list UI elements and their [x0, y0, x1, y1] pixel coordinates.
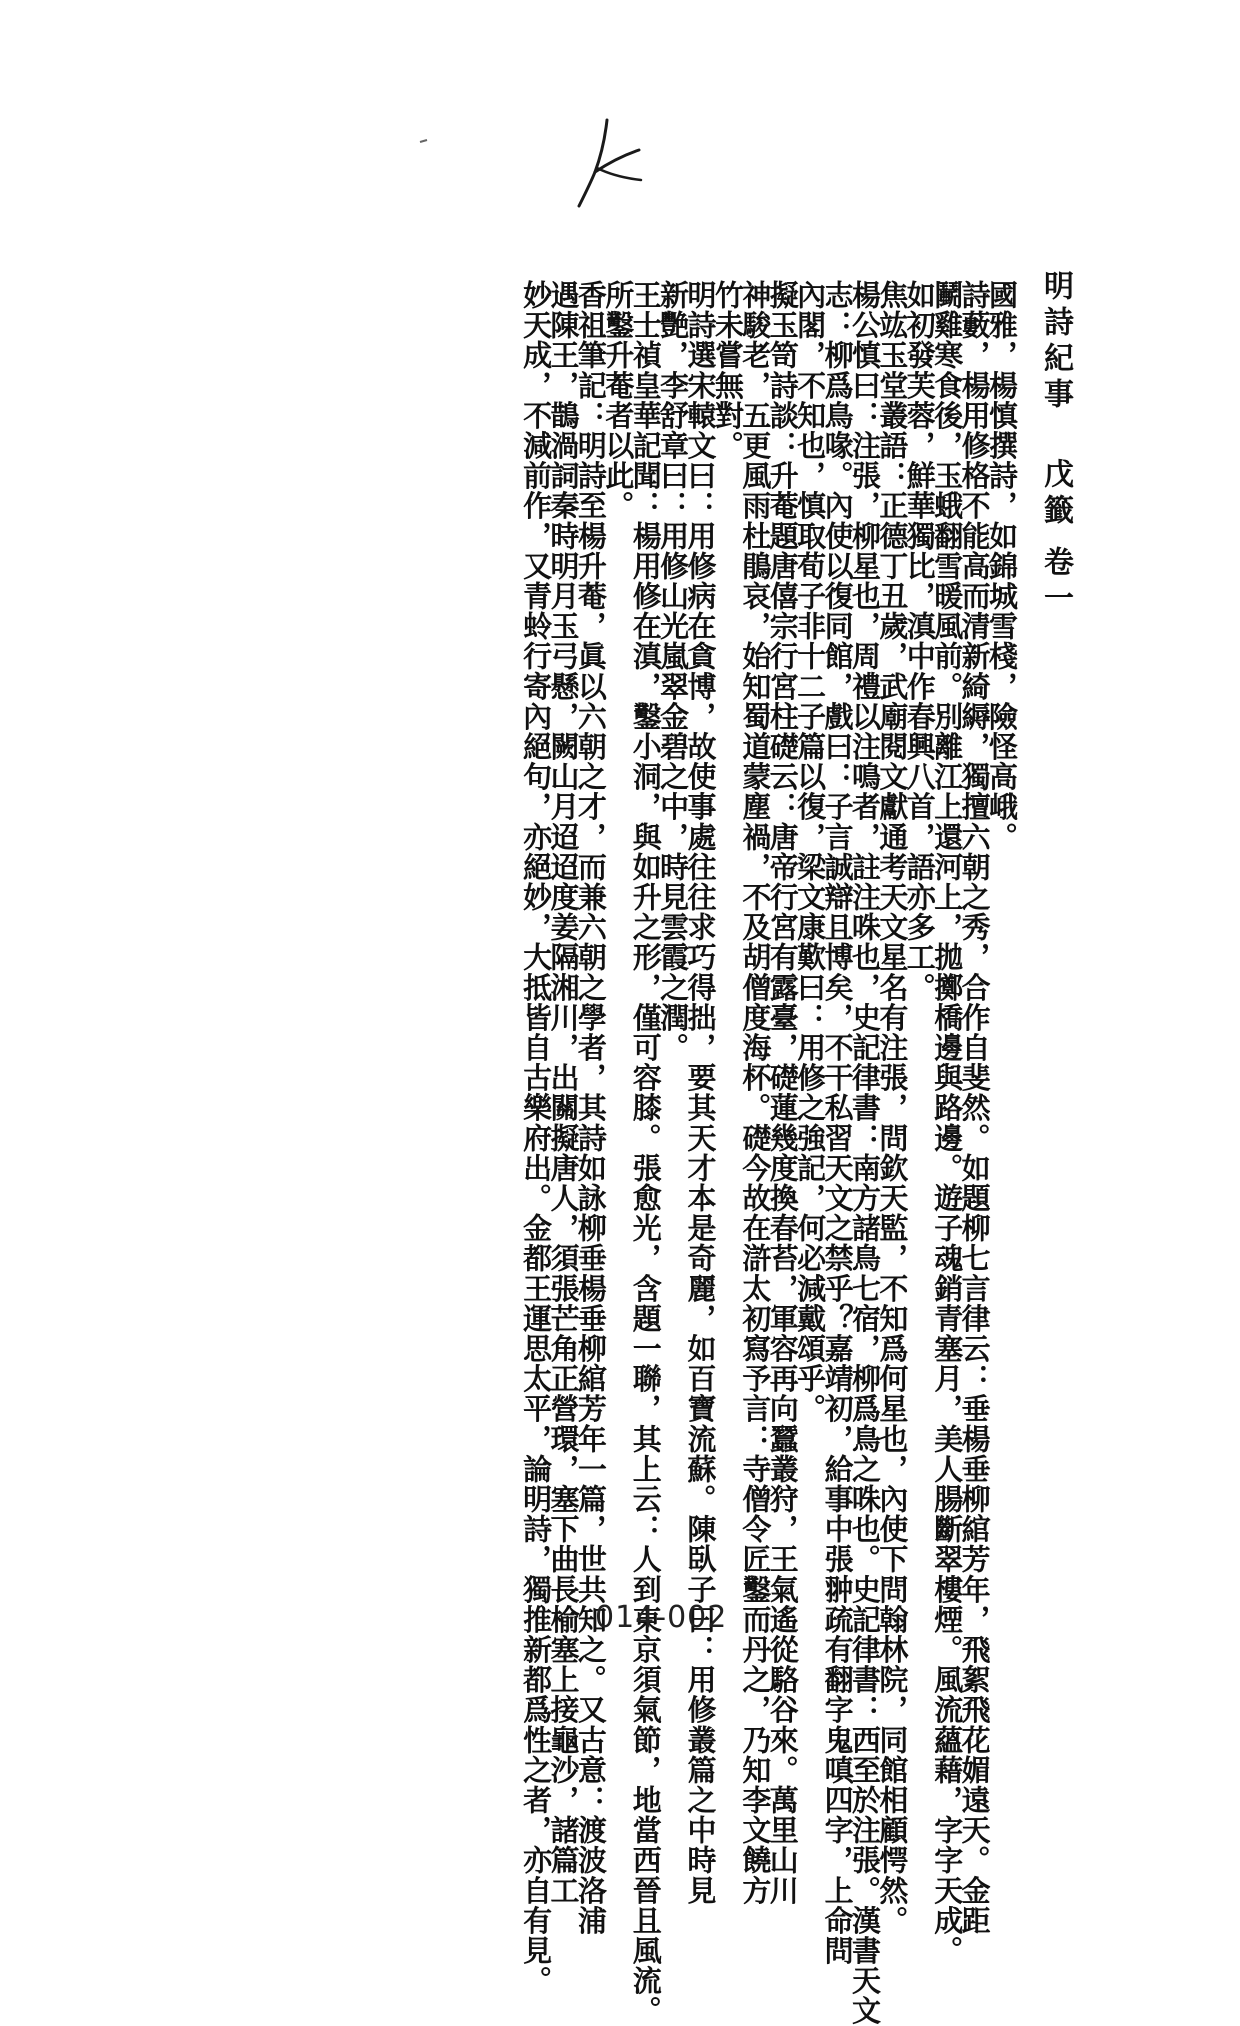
text-column: 擬玉笥詩談：升菴題唐僖宗行宮柱礎云：唐帝行宮有露臺，礎蓮幾度換春苔，軍容再向蠶叢狩，王氣遙從駱谷來。萬里山川: [765, 280, 800, 1906]
page-header: [1035, 270, 1075, 690]
text-column: 國雅，楊慎撰詩，如錦城雪棧，險怪高峨。: [985, 280, 1019, 852]
text-column: 如初發芙蓉，鮮華獨比，滇中作春興八首，語亦多工。: [902, 280, 937, 1003]
text-column: 內閣，不知也，慎取荀子非十二子篇以復，梁文康歎曰：用修之強記，何必減戴頌乎。: [793, 280, 828, 1424]
text-column: 香祖筆記：明詩至楊升菴，眞以六朝之才，而兼六朝之學者，其詩如詠柳垂楊垂柳綰芳年一篇，世共知之。又古意：渡波洛浦: [573, 280, 608, 1936]
text-column: 明詩選宋轅文曰：用修病在貪博，故使事處往往求巧得拙，要其天才本是奇麗，如百寶流蘇。陳臥子曰：用修叢篇之中時見: [683, 280, 718, 1906]
text-column: 所鑿升菴者以此。: [601, 280, 636, 521]
text-column: 妙天成，不減前作，又青蛉行寄內絕句，亦絕妙，大抵皆自古樂府出。金都王運思太平，論明詩，獨推新都爲性之者，亦自有見。: [519, 280, 554, 1996]
text-column: 焦竑玉堂叢語：正德丁丑歲，武廟閱文獻通考天文星名有注張，問欽天監，不知爲何星也，內使下問翰林院，同館相顧愕然。: [875, 280, 910, 1936]
text-column: 遇陳王，鵲渦詞秦時明月玉弓懸，闕山月迢迢度姜隔湘川，出關擬唐人，須張芒角正營環，塞下曲長榆塞上接龜沙，諸篇工: [546, 280, 581, 1906]
text-column: 志：柳爲鳥喙。內使以復同館，戲曰：子言誠辯且博矣，不干私習天文之禁乎？嘉靖初，給事中張翀疏有翻字鬼嗔四字，上命問: [820, 280, 855, 1966]
handwritten-mark: [545, 108, 655, 218]
text-column: 楊公慎曰：注張，柳星也，周禮以注鳴者，註注咮也，史記律書：南方諸鳥七宿，柳爲鳥之咮也。史記律書：西至於注張。漢書天文: [847, 280, 882, 2026]
section-label: 戊籤: [1038, 458, 1073, 530]
text-column: 新艷，李舒章曰：用修山光嵐翠金碧之中，時見雲霞之潤。: [656, 280, 691, 1063]
text-column: 鬭雞寒食後，玉蛾翻雪暖風前。別離江上還河上，拋擲橋邊與路邊。遊子魂銷青塞月，美人腸斷翠樓煙。風流蘊藉，字字天成。: [930, 280, 965, 1966]
volume-label: 卷一: [1038, 546, 1073, 618]
book-title: 明詩紀事: [1038, 270, 1073, 414]
text-column: 竹未嘗無對。: [710, 280, 745, 461]
text-column: 詩藪，楊用修格不能高而清新綺縟，獨擅六朝之秀，合作自斐然。如題柳七言律云：垂楊垂柳綰芳年，飛絮飛花媚遠天。金距: [957, 280, 992, 1936]
text-column: 神駿老，五更風雨杜鵑哀，始知蜀道蒙塵禍，不及胡僧度海杯。礎今故在滸太初寫予言：寺僧令匠鑿而丹之，乃知李文饒方: [738, 280, 773, 1906]
page-number: 014-002: [595, 1600, 728, 1635]
text-column: 王士禎皇華記聞：楊用修在滇，鑿小洞，與如升之形，僅可容膝。張愈光，含題一聯，其上云：人到東京須氣節，地當西晉且風流。: [628, 280, 663, 2026]
